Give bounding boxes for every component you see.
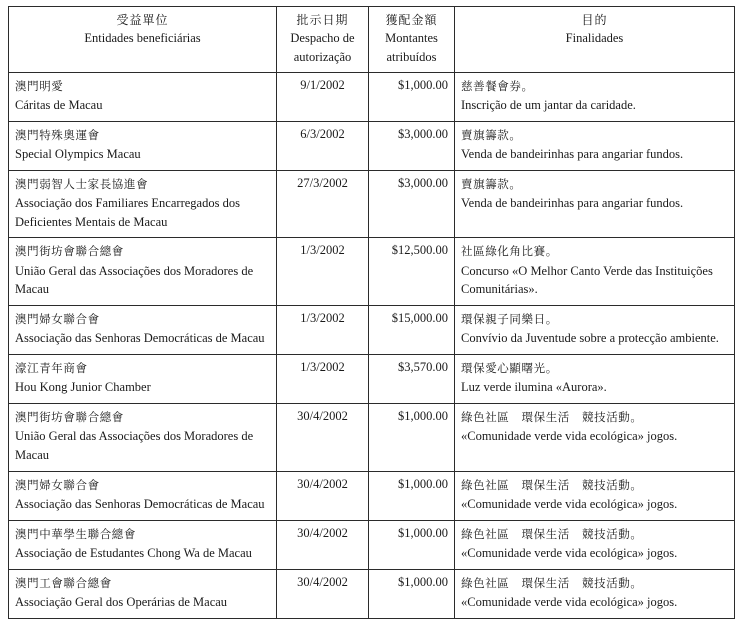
cell-beneficiary	[9, 569, 277, 618]
cell-amount: $1,000.00	[369, 72, 455, 121]
cell-purpose	[455, 404, 735, 472]
beneficiary-pt: Associação dos Familiares Encarregados dos Deficientes Mentais de Macau	[15, 195, 240, 229]
cell-purpose	[455, 121, 735, 170]
beneficiary-cn: 澳門工會聯合總會	[15, 575, 112, 590]
purpose-cn: 賣旗籌款。	[461, 176, 522, 191]
beneficiary-pt: União Geral das Associações dos Moradores de Macau	[15, 429, 254, 463]
purpose-pt: «Comunidade verde vida ecológica» jogos.	[461, 546, 678, 561]
cell-date: 27/3/2002	[277, 170, 369, 238]
cell-beneficiary	[9, 471, 277, 520]
table-row	[9, 404, 735, 472]
purpose-cn: 綠色社區 環保生活 競技活動。	[461, 526, 643, 541]
beneficiary-cn: 濠江青年商會	[15, 361, 88, 376]
table-header	[9, 7, 735, 73]
purpose-pt: Convívio da Juventude sobre a protecção ambiente.	[461, 331, 719, 346]
cell-beneficiary	[9, 404, 277, 472]
cell-date: 6/3/2002	[277, 121, 369, 170]
purpose-pt: «Comunidade verde vida ecológica» jogos.	[461, 429, 678, 444]
cell-amount: $3,570.00	[369, 355, 455, 404]
column-header-amount-cn: 獲配金額	[385, 13, 438, 27]
cell-amount: $1,000.00	[369, 520, 455, 569]
purpose-pt: Venda de bandeirinhas para angariar fundos.	[461, 146, 684, 161]
table-row	[9, 520, 735, 569]
cell-date: 30/4/2002	[277, 520, 369, 569]
beneficiary-cn: 澳門婦女聯合會	[15, 477, 100, 492]
cell-amount: $1,000.00	[369, 404, 455, 472]
cell-beneficiary	[9, 306, 277, 355]
cell-date: 1/3/2002	[277, 306, 369, 355]
cell-beneficiary	[9, 72, 277, 121]
table-row	[9, 306, 735, 355]
purpose-pt: Inscrição de um jantar da caridade.	[461, 97, 636, 112]
beneficiary-pt: Associação das Senhoras Democráticas de Macau	[15, 331, 265, 346]
beneficiary-pt: União Geral das Associações dos Moradores de Macau	[15, 263, 254, 297]
cell-amount: $3,000.00	[369, 121, 455, 170]
beneficiary-pt: Special Olympics Macau	[15, 146, 141, 161]
column-header-beneficiaries	[9, 7, 277, 73]
beneficiary-cn: 澳門明愛	[15, 78, 64, 93]
purpose-pt: Luz verde ilumina «Aurora».	[461, 380, 607, 395]
column-header-purpose-pt: Finalidades	[565, 31, 624, 46]
column-header-purpose	[455, 7, 735, 73]
cell-amount: $1,000.00	[369, 471, 455, 520]
purpose-cn: 社區綠化角比賽。	[461, 244, 558, 259]
column-header-purpose-cn: 目的	[581, 13, 608, 27]
cell-purpose	[455, 306, 735, 355]
table-header-row	[9, 7, 735, 73]
cell-purpose	[455, 569, 735, 618]
beneficiary-cn: 澳門街坊會聯合總會	[15, 410, 124, 425]
cell-date: 30/4/2002	[277, 569, 369, 618]
cell-beneficiary	[9, 238, 277, 306]
cell-beneficiary	[9, 121, 277, 170]
beneficiary-pt: Cáritas de Macau	[15, 97, 103, 112]
table-row	[9, 121, 735, 170]
cell-date: 9/1/2002	[277, 72, 369, 121]
beneficiary-pt: Associação Geral dos Operárias de Macau	[15, 595, 228, 610]
grants-table	[8, 6, 735, 619]
cell-purpose	[455, 72, 735, 121]
purpose-pt: «Comunidade verde vida ecológica» jogos.	[461, 595, 678, 610]
cell-purpose	[455, 355, 735, 404]
cell-date: 1/3/2002	[277, 355, 369, 404]
beneficiary-cn: 澳門婦女聯合會	[15, 312, 100, 327]
purpose-pt: «Comunidade verde vida ecológica» jogos.	[461, 497, 678, 512]
purpose-cn: 綠色社區 環保生活 競技活動。	[461, 575, 643, 590]
cell-amount: $15,000.00	[369, 306, 455, 355]
table-row	[9, 355, 735, 404]
cell-amount: $1,000.00	[369, 569, 455, 618]
beneficiary-pt: Associação das Senhoras Democráticas de Macau	[15, 497, 265, 512]
table-row	[9, 72, 735, 121]
cell-amount: $12,500.00	[369, 238, 455, 306]
table-row	[9, 238, 735, 306]
table-row	[9, 471, 735, 520]
purpose-cn: 環保愛心顯曙光。	[461, 361, 558, 376]
beneficiary-cn: 澳門弱智人士家長協進會	[15, 176, 149, 191]
cell-beneficiary	[9, 170, 277, 238]
cell-date: 30/4/2002	[277, 471, 369, 520]
purpose-cn: 賣旗籌款。	[461, 127, 522, 142]
cell-purpose	[455, 520, 735, 569]
purpose-cn: 綠色社區 環保生活 競技活動。	[461, 410, 643, 425]
beneficiary-pt: Associação de Estudantes Chong Wa de Macau	[15, 546, 252, 561]
column-header-date	[277, 7, 369, 73]
purpose-pt: Concurso «O Melhor Canto Verde das Instituições Comunitárias».	[461, 263, 713, 297]
beneficiary-cn: 澳門中華學生聯合總會	[15, 526, 136, 541]
column-header-amount	[369, 7, 455, 73]
table-row	[9, 569, 735, 618]
purpose-pt: Venda de bandeirinhas para angariar fundos.	[461, 195, 684, 210]
cell-purpose	[455, 170, 735, 238]
cell-date: 1/3/2002	[277, 238, 369, 306]
cell-date: 30/4/2002	[277, 404, 369, 472]
cell-beneficiary	[9, 355, 277, 404]
table-row	[9, 170, 735, 238]
column-header-amount-pt: Montantes atribuídos	[385, 31, 438, 64]
column-header-beneficiaries-pt: Entidades beneficiárias	[84, 31, 201, 46]
purpose-cn: 環保親子同樂日。	[461, 312, 558, 327]
table-body	[9, 72, 735, 618]
beneficiary-cn: 澳門街坊會聯合總會	[15, 244, 124, 259]
purpose-cn: 綠色社區 環保生活 競技活動。	[461, 477, 643, 492]
cell-beneficiary	[9, 520, 277, 569]
column-header-beneficiaries-cn: 受益單位	[116, 13, 169, 27]
column-header-date-pt: Despacho de autorização	[290, 31, 355, 64]
cell-amount: $3,000.00	[369, 170, 455, 238]
purpose-cn: 慈善餐會券。	[461, 78, 534, 93]
cell-purpose	[455, 471, 735, 520]
column-header-date-cn: 批示日期	[296, 13, 349, 27]
beneficiary-cn: 澳門特殊奧運會	[15, 127, 100, 142]
beneficiary-pt: Hou Kong Junior Chamber	[15, 380, 151, 395]
cell-purpose	[455, 238, 735, 306]
